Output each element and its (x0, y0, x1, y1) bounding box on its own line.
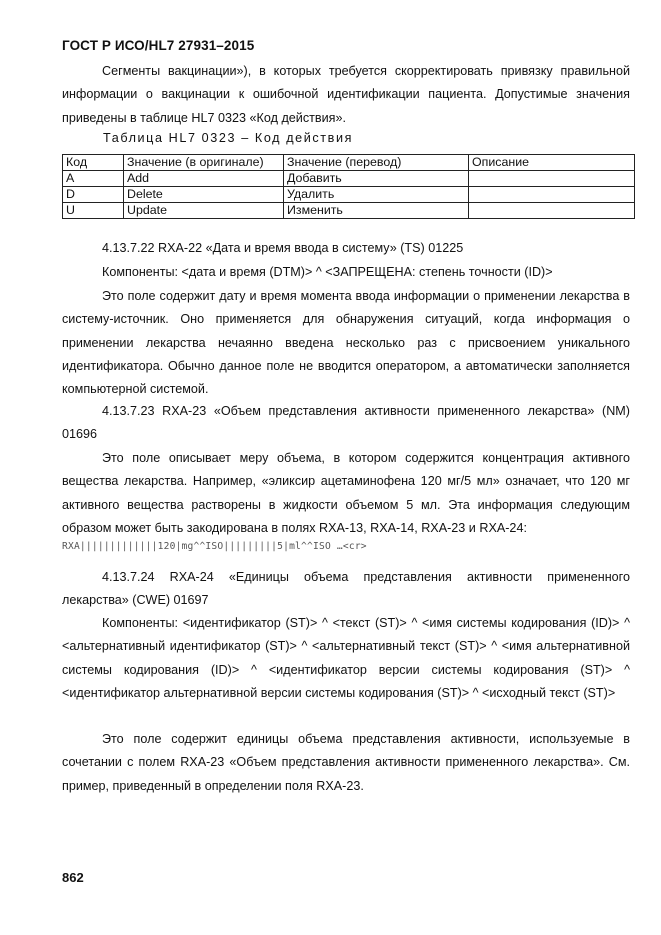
section-23-body: Это поле описывает меру объема, в котором содержится концентрация активного вещества лекарства. Например, «эликсир ацетаминофена 120 мг/5 мл» означает, что 120 мг активного вещества растворены в жидкости объемом 5 мл. Эта информация следующим образом может быть закодирована в полях RXA-13, RXA-14, RXA-23 и RXA-24: (62, 451, 630, 535)
table-cell: A (63, 171, 124, 187)
table-cell: Добавить (284, 171, 469, 187)
section-23-heading: 4.13.7.23 RXA-23 «Объем представления активности примененного лекарства» (NM) 01696 (62, 404, 630, 442)
table-cell: Изменить (284, 203, 469, 219)
header-cell: Значение (перевод) (284, 155, 469, 171)
section-24-body: Это поле содержит единицы объема представления активности, используемые в сочетании с полем RXA-23 «Объем представления активности примененного лекарства». См. пример, приведенный в определении поля RXA-23. (62, 732, 630, 793)
page-number: 862 (62, 870, 84, 885)
action-code-table (62, 154, 635, 219)
intro-paragraph: Сегменты вакцинации»), в которых требуется скорректировать привязку правильной информации о вакцинации к ошибочной идентификации пациента. Допустимые значения приведены в таблице HL7 0323 «Код действия». (62, 64, 630, 125)
header-cell: Код (63, 155, 124, 171)
table-cell: Update (124, 203, 284, 219)
section-24-heading: 4.13.7.24 RXA-24 «Единицы объема представления активности примененного лекарства» (CWE) 01697 (62, 570, 630, 608)
table-row (63, 203, 635, 219)
section-24-components: Компоненты: <идентификатор (ST)> ^ <текст (ST)> ^ <имя системы кодирования (ID)> ^ <альтернативный идентификатор (ST)> ^ <альтернативный текст (ST)> ^ <имя альтернативной системы кодирования (ID)> ^ <идентификатор версии системы кодирования (ST)> ^ <идентификатор альтернативной версии системы кодирования (ST)> ^ <исходный текст (ST)> (62, 616, 630, 700)
table-cell: Delete (124, 187, 284, 203)
table-cell: Удалить (284, 187, 469, 203)
table-header-row (63, 155, 635, 171)
section-22-body: Это поле содержит дату и время момента ввода информации о применении лекарства в систему-источник. Оно применяется для обнаружения ситуаций, когда информация о применении лекарства нечаянно введена несколько раз с присвоением уникального идентификатора. Обычно данное поле не вводится оператором, а автоматически заполняется компьютерной системой. (62, 289, 630, 397)
header-cell: Значение (в оригинале) (124, 155, 284, 171)
table-cell (469, 203, 635, 219)
table-row (63, 171, 635, 187)
table-cell: U (63, 203, 124, 219)
table-caption: Таблица HL7 0323 – Код действия (103, 131, 354, 145)
header-cell: Описание (469, 155, 635, 171)
table-row (63, 187, 635, 203)
section-22-heading: 4.13.7.22 RXA-22 «Дата и время ввода в систему» (TS) 01225 (102, 241, 464, 255)
standard-header: ГОСТ Р ИСО/HL7 27931–2015 (62, 38, 255, 53)
hl7-example-message: RXA|||||||||||||120|mg^^ISO|||||||||5|ml^^ISO …<cr> (62, 541, 367, 552)
section-22-components: Компоненты: <дата и время (DTM)> ^ <ЗАПРЕЩЕНА: степень точности (ID)> (102, 265, 553, 279)
table-cell: D (63, 187, 124, 203)
table-cell (469, 171, 635, 187)
table-cell (469, 187, 635, 203)
table-cell: Add (124, 171, 284, 187)
